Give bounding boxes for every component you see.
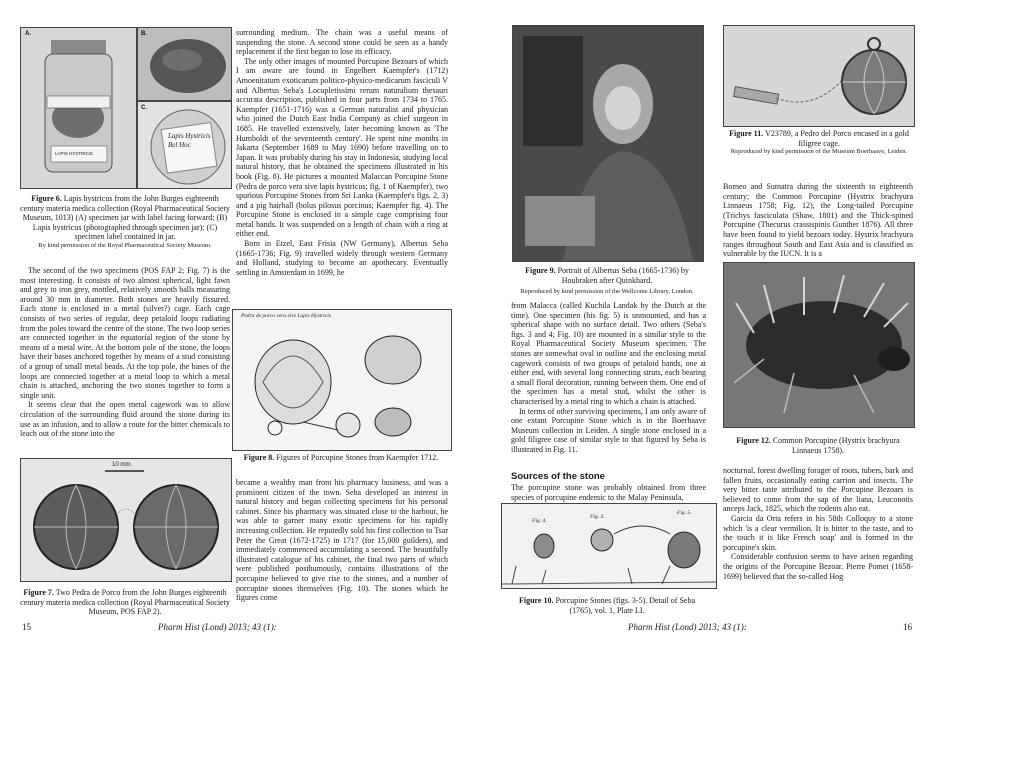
figure-6-label-b: B. [141, 31, 147, 37]
figure-9-portrait [512, 25, 704, 262]
figure-7-number: Figure 7. [23, 588, 54, 597]
figure-6-label-c: C. [141, 105, 147, 111]
right-column-1-text [511, 301, 706, 455]
figure-7-caption-text: Two Pedra de Porco from the John Burges eighteenth century materia medica collection (Royal Pharmaceutical Society Museum, POS FAP 2). [20, 588, 230, 617]
caged-stones-illustration [21, 459, 231, 581]
figure-10-label: Fig. 4. [532, 518, 547, 524]
paragraph: surrounding medium. The chain was a useful means of suspending the stone. A second stone could be seen as a handy replacement if the first began to lose its efficacy. [236, 28, 448, 57]
figure-11-photo [723, 25, 915, 127]
right-column-2-top-text [723, 182, 913, 259]
figure-6-credit: By kind permission of the Royal Pharmaceutical Society Museum. [38, 241, 212, 249]
left-column-1-text [20, 266, 230, 439]
figure-11-caption-text: V23789, a Pedro del Porco encased in a gold filigree cage. [765, 129, 909, 148]
left-journal-footer: Pharm Hist (Lond) 2013; 43 (1): [158, 622, 277, 632]
figure-6-caption-text: Lapis hystricus from the John Burges eighteenth century materia medica collection (Royal Pharmaceutical Society Museum, 1013) (A) specimen jar with label facing forward; (B) Lapis hystricus (photographed through specimen jar); (C) specimen label contained in jar. [20, 194, 230, 242]
paragraph: from Malacca (called Kuchila Landak by the Dutch at the time). One specimen (his fig. 5) is unmounted, and has a spherical shape with no surface detail. Two others (Seba's figs. 3 and 4; Fig. 10) are mounted in a similar style to the Royal Pharmaceutical Society Museum specimen. The stones are somewhat oval in outline and the enclosing metal cagework consists of two groups of petaloid bands, one at either end, with several long connecting struts, each bearing a small floral decoration, running between them. One end of the specimen has a metal stud, whilst the other is characterised by a metal ring to which a chain is attached. [511, 301, 706, 406]
porcupine-photo-illustration [724, 263, 914, 427]
figure-12-photo [723, 262, 915, 428]
filigree-cage-illustration [724, 26, 914, 126]
left-column-2-bottom-text [236, 478, 448, 603]
paragraph: In terms of other surviving specimens, I am only aware of one extant Porcupine Stone which is in the Boerhaave Museum collection in Leiden. A single stone enclosed in a gold filigree case of similar style to that figured by Seba is illustrated in Fig. 11. [511, 406, 706, 454]
figure-12-caption-text: Common Porcupine (Hystrix brachyura Linnaeus 1758). [772, 436, 900, 455]
figure-11-credit: Reproduced by kind permission of the Museum Boerhaave, Leiden. [730, 148, 908, 156]
right-column-2-bottom-text [723, 466, 913, 581]
figure-10-caption [508, 596, 706, 615]
figure-10-label: Fig. 5. [677, 510, 692, 516]
figure-8-number: Figure 8. [243, 453, 275, 462]
figure-12-caption [723, 436, 913, 455]
stone-photo [138, 28, 231, 100]
paragraph: Garcia da Orta refers in his 58th Colloquy to a stone which 'is a clear vermilion. It is bitter to the taste, and to the touch it is like French soap' and is formed in the porcupine's skin. [723, 513, 913, 552]
figure-6-caption [20, 194, 230, 250]
figure-10-number: Figure 10. [518, 596, 554, 605]
figure-9-credit: Reproduced by kind permission of the Wellcome Library, London. [520, 288, 694, 296]
right-column-1-after-heading [511, 483, 706, 502]
seba-portrait-illustration [513, 26, 703, 261]
jar-label-text: LAPIS HYSTRICIS [55, 151, 94, 156]
figure-11-caption [727, 129, 911, 156]
figure-7-photo [20, 458, 232, 582]
figure-12-number: Figure 12. [736, 436, 771, 445]
figure-6-photo-b [137, 27, 232, 101]
paragraph: Borneo and Sumatra during the sixteenth to eighteenth century; the Common Porcupine (Hystrix brachyura Linnaeus 1758; Fig. 12), the Long-tailed Porcupine (Trichys fasciculata (Shaw, 1801) and the Thick-spined Porcupine (Thecurus crassispinis Gunther 1876). All three have been found to yield bezoars today. Hystrix brachyura ranges throughout South and East Asia and is classified as vulnerable by the IUCN. It is a [723, 182, 913, 259]
paragraph: The second of the two specimens (POS FAP 2; Fig. 7) is the most interesting. It consists of two almost spherical, light fawn and grey to iron grey, mottled, relatively smooth balls measuring around 30 mm in diameter. Both stones are heavily fissured. Each stone is enclosed in a metal (silver?) cage. Each cage consists of two series of regular, deep petaloid loops radiating from the poles toward the centre of the stone. The two loop series are connected together in the equatorial region of the stone by means of a metal wire. At the bottom pole of the stone, the loops have their bases anchored together by means of a stud consisting of a group of small metal beads. At the top pole, the bases of the loops are connected together at a metal loop to which a metal chain is attached, anchoring the two stones together to form a single unit. [20, 266, 230, 400]
paragraph: became a wealthy man from his pharmacy business, and was a prominent citizen of the town. Seba developed an interest in natural history and began collecting specimens for his personal cabinet. Since his pharmacy was situated close to the harbour, he was able to garner many exotic specimens for his rapidly increasing collection. He reputedly sold his first collection to Tsar Peter the Great (1672-1725) in 1717 (for 15,000 guilders), and immediately commenced accumulating a second. The beautifully illustrated catalogue of his cabinet, the final two parts of which were published posthumously, contains illustrations of the porcupine believed to give rise to the stones, and a number of porcupine stones themselves (Fig. 10). The stones which he figures come [236, 478, 448, 603]
right-journal-footer: Pharm Hist (Lond) 2013; 43 (1): [628, 622, 747, 632]
seba-plate-illustration [502, 504, 716, 588]
specimen-jar-illustration [21, 28, 136, 188]
figure-9-caption-text: Portrait of Albertus Seba (1665-1736) by Houbraken after Quinkhard. [557, 266, 689, 285]
left-column-2-top-text [236, 28, 448, 277]
label-card-text: Lapis Hystricis Bel Hoc [168, 132, 211, 149]
paragraph: It seems clear that the open metal cagework was to allow circulation of the surrounding fluid around the stone during its use as an infusion, and to allow a route for the bitter chemicals to leach out of the stone into the [20, 400, 230, 439]
paragraph: The porcupine stone was probably obtained from three species of porcupine endemic to the Malay Peninsula, [511, 483, 706, 502]
section-heading-sources: Sources of the stone [511, 471, 605, 482]
right-folio-number: 16 [903, 622, 912, 632]
figure-9-caption [508, 266, 706, 296]
figure-8-engraving [232, 309, 452, 451]
figure-6-label-a: A. [25, 31, 31, 37]
figure-7-scale-label: 10 mm. [112, 462, 133, 468]
figure-8-engraving-title: Pedra de porco vera sive Lapis Hystricis [241, 313, 331, 319]
paragraph: The only other images of mounted Porcupine Bezoars of which I am aware are found in Engelbert Kaempfer's (1712) Amoenitatum exoticarum politico-physico-medicarum fasciculi V and Albertus Seba's Locupletissimi rerum naturalium thesauri accurata description, published in four parts from 1734 to 1765. Kaempfer (1651-1716) was a German naturalist and physician who joined the Dutch East India Company as chief surgeon in 1685. He travelled extensively, later becoming known as 'The Humboldt of the seventeenth century'. He spent nine months in Jakarta (September 1689 to May 1690) before travelling on to Japan. It was probably during his stay in Indonesia, studying local natural history, that he obtained the specimens illustrated in his book (Fig. 8). He pictures a mounted Malaccan Porcupine Stone (Pedra de porco vera sive lapis hystricus; fig. 1 of Kaempfer), two spurious Porcupine Stones from Sri Lanka (Kaempfer's figs. 2, 3) and a pig hairball (bolus pilosus porcinus; Kaempfer fig. 4). The Porcupine Stone is enclosed in a simple cage comprising four metal bands. It was suspended on a length of chain with a ring at either end. [236, 56, 448, 239]
paragraph: nocturnal, forest dwelling forager of roots, tubers, bark and fallen fruits, occasionally eating carrion and insects. The very bitter taste attributed to the Porcupine Bezoars is believed to come from the sap of the liana, Leuconotis anceps Jack, 1825, which the rodents also eat. [723, 466, 913, 514]
porcupine-stones-engraving [233, 310, 451, 450]
figure-8-caption [232, 453, 450, 463]
figure-10-caption-text: Porcupine Stones (figs. 3-5). Detail of Seba (1765), vol. 1, Plate LI. [555, 596, 696, 615]
figure-10-engraving [501, 503, 717, 589]
paragraph: Born in Etzel, East Frisia (NW Germany), Albertus Seba (1665-1736; Fig. 9) travelled widely through western Germany and Holland, studying to become an apothecary. Eventually settling in Amsterdam in 1699, he [236, 239, 448, 277]
figure-7-caption [20, 588, 230, 617]
figure-8-caption-text: Figures of Porcupine Stones from Kaempfer 1712. [276, 453, 439, 462]
figure-6-photo-a [20, 27, 137, 189]
figure-10-label: Fig. 3. [590, 514, 605, 520]
figure-9-number: Figure 9. [525, 266, 556, 275]
figure-6-photo-c [137, 101, 232, 189]
left-folio-number: 15 [22, 622, 31, 632]
paragraph: Considerable confusion seems to have arisen regarding the origins of the Porcupine Bezoar. Pierre Pomet (1658-1699) believed that the so-called Hog [723, 552, 913, 581]
figure-6-number: Figure 6. [31, 194, 62, 203]
figure-11-number: Figure 11. [729, 129, 764, 138]
